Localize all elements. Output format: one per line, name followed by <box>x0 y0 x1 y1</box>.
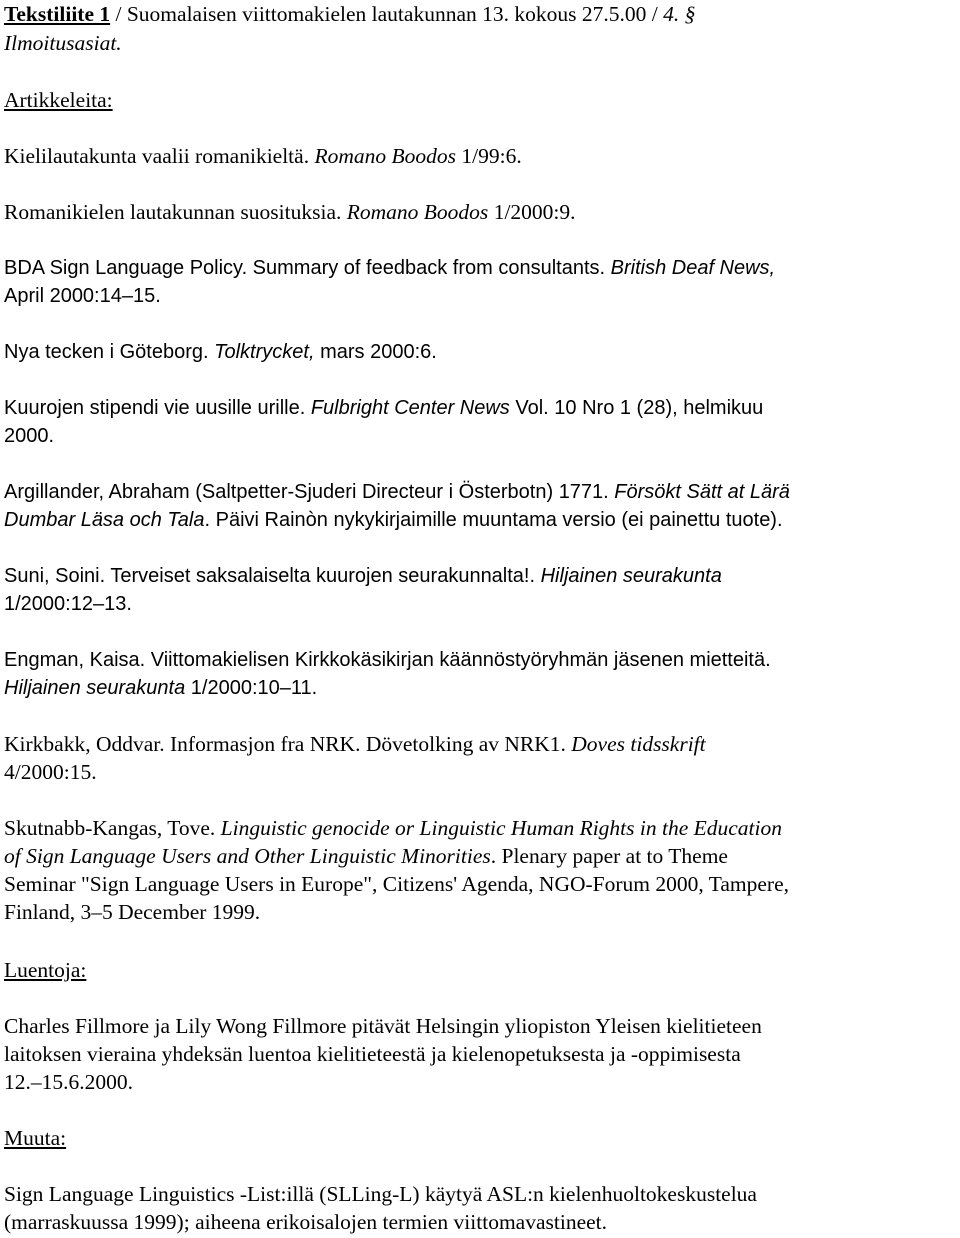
section-heading-lectures: Luentoja: <box>4 958 87 982</box>
other-paragraph: Sign Language Linguistics -List:illä (SLLing-L) käytyä ASL:n kielenhuoltokeskustelua (marraskuussa 1999); aiheena erikoisalojen termien viittomavastineet. <box>4 1182 757 1234</box>
header-section: 4. § <box>663 2 696 26</box>
list-item: Argillander, Abraham (Saltpetter-Sjuderi Directeur i Österbotn) 1771. Försökt Sätt at Lärä Dumbar Läsa och Tala. Päivi Rainòn nykykirjaimille muuntama versio (ei painettu tuote). <box>4 481 790 531</box>
lecture-paragraph: Charles Fillmore ja Lily Wong Fillmore pitävät Helsingin yliopiston Yleisen kielitieteen laitoksen vieraina yhdeksän luentoa kielitieteestä ja kielenopetuksesta ja -oppimisesta 12.–15.6.2000. <box>4 1014 762 1094</box>
list-item: Kirkbakk, Oddvar. Informasjon fra NRK. Dövetolking av NRK1. Doves tidsskrift 4/2000:15. <box>4 732 706 784</box>
header-topic: Ilmoitusasiat. <box>4 31 122 55</box>
section-heading-other: Muuta: <box>4 1126 67 1150</box>
header-meeting: / Suomalaisen viittomakielen lautakunnan 13. kokous 27.5.00 / <box>110 2 664 26</box>
list-item: Romanikielen lautakunnan suosituksia. Romano Boodos 1/2000:9. <box>4 200 576 224</box>
list-item: BDA Sign Language Policy. Summary of feedback from consultants. British Deaf News, April 2000:14–15. <box>4 257 776 307</box>
list-item: Kuurojen stipendi vie uusille urille. Fulbright Center News Vol. 10 Nro 1 (28), helmikuu 2000. <box>4 397 764 447</box>
list-item: Suni, Soini. Terveiset saksalaiselta kuurojen seurakunnalta!. Hiljainen seurakunta 1/2000:12–13. <box>4 565 722 615</box>
list-item: Skutnabb-Kangas, Tove. Linguistic genocide or Linguistic Human Rights in the Education of Sign Language Users and Other Linguistic Minorities. Plenary paper at to Theme Seminar "Sign Language Users in Europe", Citizens' Agenda, NGO-Forum 2000, Tampere, Finland, 3–5 December 1999. <box>4 816 790 924</box>
section-heading-articles: Artikkeleita: <box>4 88 113 112</box>
header-label: Tekstiliite 1 <box>4 2 111 26</box>
list-item: Nya tecken i Göteborg. Tolktrycket, mars 2000:6. <box>4 341 437 363</box>
document-header <box>4 0 960 28</box>
list-item: Engman, Kaisa. Viittomakielisen Kirkkokäsikirjan käännöstyöryhmän jäsenen mietteitä. Hiljainen seurakunta 1/2000:10–11. <box>4 649 771 699</box>
list-item: Kielilautakunta vaalii romanikieltä. Romano Boodos 1/99:6. <box>4 144 522 168</box>
